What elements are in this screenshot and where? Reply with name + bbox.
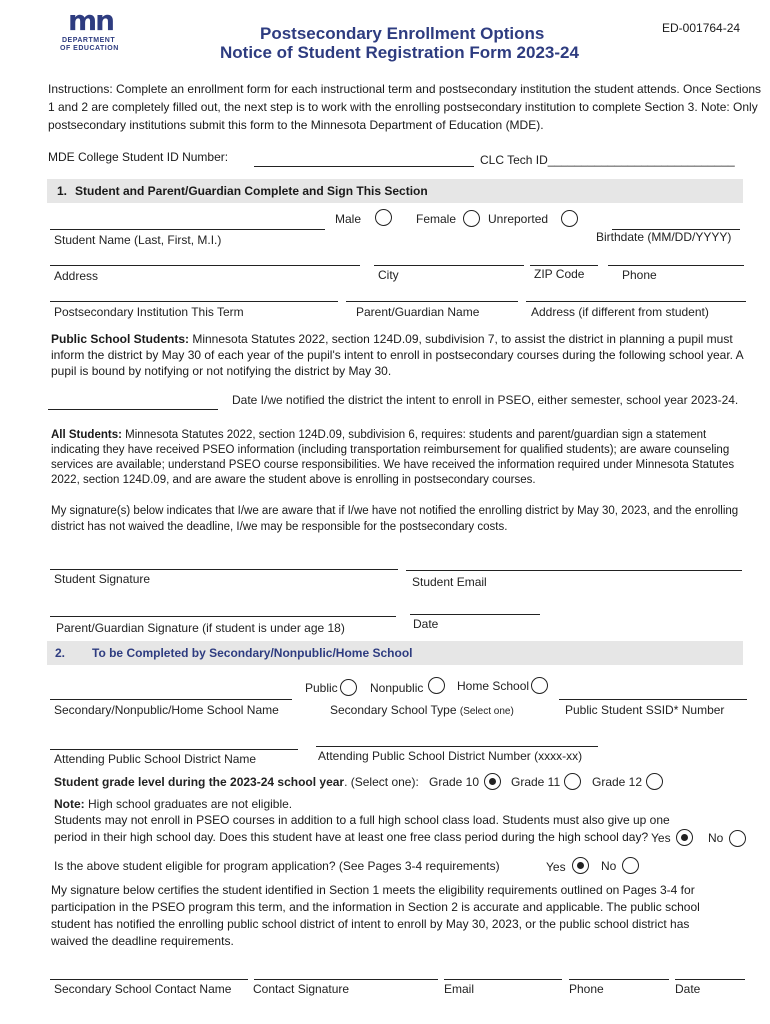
contact-name-input[interactable] [50,979,248,980]
city-input[interactable] [374,265,524,266]
contact-date-label: Date [675,982,701,996]
grade-12-radio[interactable] [646,773,663,790]
clc-tech-id-label[interactable]: CLC Tech ID____________________________ [480,153,735,167]
logo-of-education: OF EDUCATION [60,45,119,52]
school-name-label: Secondary/Nonpublic/Home School Name [54,703,279,717]
eligible-yes-radio[interactable] [572,857,589,874]
contact-signature-input[interactable] [254,979,438,980]
section1-number: 1. [57,184,68,198]
grade-12-label: Grade 12 [592,775,643,789]
gender-unreported-radio[interactable] [561,210,578,227]
address-label: Address [54,269,99,283]
form-title-line1: Postsecondary Enrollment Options [260,24,545,43]
student-email-label: Student Email [412,575,487,589]
school-name-input[interactable] [50,699,292,700]
zip-label: ZIP Code [534,267,585,281]
institution-input[interactable] [50,301,338,302]
guardian-date-label: Date [413,617,439,631]
guardian-name-input[interactable] [346,301,518,302]
note-text: High school graduates are not eligible. [84,797,293,811]
school-type-public-label: Public [305,681,338,695]
gender-female-label: Female [416,212,457,226]
guardian-address-label: Address (if different from student) [531,305,709,319]
school-type-hint: (Select one) [459,706,514,717]
section1-header [47,179,743,203]
student-signature-label: Student Signature [54,572,151,586]
date-notified-input[interactable] [48,409,218,410]
free-period-yes-radio[interactable] [676,829,693,846]
institution-label: Postsecondary Institution This Term [54,305,244,319]
section2-header [47,641,743,665]
public-students-lead: Public School Students: [51,332,190,346]
school-type-home-radio[interactable] [531,677,548,694]
contact-phone-label: Phone [569,982,604,996]
section1-heading: Student and Parent/Guardian Complete and Sign This Section [75,184,428,198]
student-signature-input[interactable] [50,569,398,570]
grade-level-question [54,775,419,789]
guardian-signature-input[interactable] [50,616,396,617]
grade-11-radio[interactable] [564,773,581,790]
ssid-input[interactable] [559,699,747,700]
signature-statement: My signature(s) below indicates that I/we are aware that if I/we have not notified the enrolling district by May 30, 2023, and the enrolling district has not waived the deadline, I/we may be responsible for the postsecondary costs. [51,505,739,533]
school-type-label [330,703,514,719]
grade-level-tail: . (Select one): [344,775,419,789]
free-period-no-label: No [708,831,724,845]
school-type-nonpublic-label: Nonpublic [370,681,424,695]
eligible-yes-label: Yes [546,860,566,874]
logo-mark: mn [68,4,114,37]
school-type-home-label: Home School [457,679,530,693]
free-period-yes-label: Yes [651,831,671,845]
contact-email-label: Email [444,982,475,996]
district-name-input[interactable] [50,749,298,750]
free-period-no-radio[interactable] [729,830,746,847]
mde-id-input[interactable] [254,166,474,167]
city-label: City [378,268,399,282]
gender-male-label: Male [335,212,362,226]
school-type-nonpublic-radio[interactable] [428,677,445,694]
eligibility-question: Is the above student eligible for program application? (See Pages 3-4 requirements) [54,859,500,873]
contact-name-label: Secondary School Contact Name [54,982,232,996]
all-students-notice [51,428,747,488]
contact-phone-input[interactable] [569,979,669,980]
logo-dept: DEPARTMENT [62,37,116,44]
guardian-address-input[interactable] [526,301,746,302]
form-code: ED-001764-24 [662,21,741,35]
certification-statement: My signature below certifies the student identified in Section 1 meets the eligibility requirements outlined on Pages 3-4 for participation in the PSEO program this term, and the information in Section 2 is accurate and applicable. The public school student has notified the enrolling public school district of intent to enroll by May 30, 2023, or the public school district has waived the deadline requirements. [51,883,700,948]
district-name-label: Attending Public School District Name [54,752,257,766]
all-students-text: Minnesota Statutes 2022, section 124D.09, subdivision 6, requires: students and parent/guardian sign a statement indicating they have received PSEO information (including transportation reimbursement for qualified students); are aware counseling services are available; understand PSEO course responsibilities. We have received the information required under Minnesota Statutes 2022, section 124D.09, and are aware the student above is enrolling in postsecondary courses. [51,429,735,486]
public-students-text: Minnesota Statutes 2022, section 124D.09, subdivision 7, to assist the district in planning a pupil must inform the district by May 30 of each year of the pupil's intent to enroll in postsecondary courses during the following school year. A pupil is bound by notifying or not notifying the district by May 30. [51,332,744,378]
section2-heading: To be Completed by Secondary/Nonpublic/Home School [92,646,413,660]
gender-female-radio[interactable] [463,210,480,227]
student-name-label: Student Name (Last, First, M.I.) [54,233,222,247]
guardian-name-label: Parent/Guardian Name [356,305,480,319]
guardian-date-input[interactable] [410,614,540,615]
date-notified-label: Date I/we notified the district the intent to enroll in PSEO, either semester, school year 2023-24. [232,393,739,407]
guardian-signature-label: Parent/Guardian Signature (if student is under age 18) [56,621,345,635]
eligible-no-label: No [601,859,617,873]
school-type-public-radio[interactable] [340,679,357,696]
mde-id-label: MDE College Student ID Number: [48,150,229,164]
phone-input[interactable] [608,265,744,266]
school-type-label-text: Secondary School Type [330,703,457,717]
phone-label: Phone [622,268,657,282]
public-students-notice [51,331,751,379]
graduates-note [54,797,292,811]
instructions: Instructions: Complete an enrollment form for each instructional term and postsecondary institution the student attends. Once Sections 1 and 2 are completely filled out, the next step is to work with the enrolling postsecondary institution to complete Section 3. Note: Only postsecondary institutions submit this form to the Minnesota Department of Education (MDE). [48,82,762,132]
section2-number: 2. [55,646,66,660]
grade-10-label: Grade 10 [429,775,480,789]
district-number-input[interactable] [316,746,598,747]
grade-10-radio[interactable] [484,773,501,790]
contact-email-input[interactable] [444,979,562,980]
contact-signature-label: Contact Signature [253,982,350,996]
grade-level-lead: Student grade level during the 2023-24 school year [54,775,345,789]
gender-unreported-label: Unreported [488,212,549,226]
mde-logo [58,4,130,54]
student-name-input[interactable] [50,229,325,230]
note-lead: Note: [54,797,85,811]
address-input[interactable] [50,265,360,266]
gender-male-radio[interactable] [375,209,392,226]
ssid-label: Public Student SSID* Number [565,703,725,717]
birthdate-label: Birthdate (MM/DD/YYYY) [596,230,732,244]
contact-date-input[interactable] [675,979,745,980]
zip-input[interactable] [530,265,598,266]
grade-11-label: Grade 11 [511,775,561,789]
eligible-no-radio[interactable] [622,857,639,874]
form-title-line2: Notice of Student Registration Form 2023-24 [220,43,579,62]
all-students-lead: All Students: [51,429,122,441]
full-load-question: Students may not enroll in PSEO courses in addition to a full high school class load. Students must also give up one period in their high school day. Does this student have at least one free class period during the high school day? [54,813,670,844]
student-email-input[interactable] [406,570,742,571]
district-number-label: Attending Public School District Number (xxxx-xx) [318,749,583,763]
